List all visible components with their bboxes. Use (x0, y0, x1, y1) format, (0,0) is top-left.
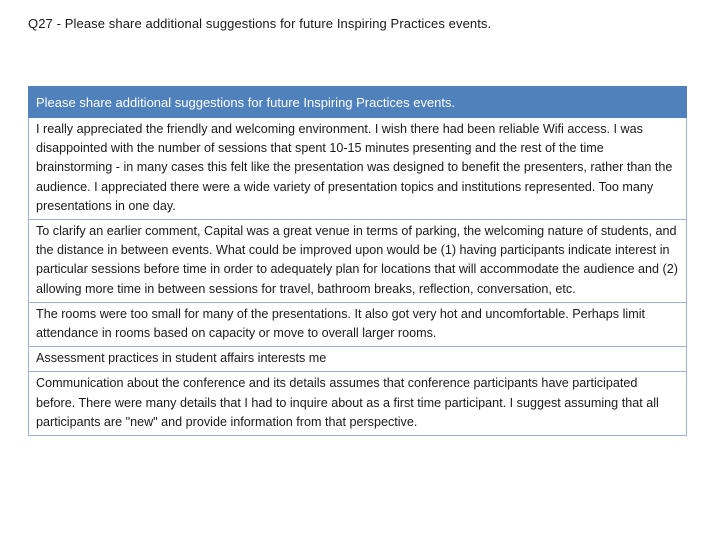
response-cell: Assessment practices in student affairs interests me (29, 347, 687, 372)
table-row (29, 220, 687, 303)
responses-table (28, 86, 687, 436)
table-header-row (29, 87, 687, 118)
table-row (29, 372, 687, 436)
response-cell: Communication about the conference and its details assumes that conference participants have participated before. There were many details that I had to inquire about as a first time participant. I suggest assuming that all participants are "new" and provide information from that perspective. (29, 372, 687, 436)
table-row (29, 118, 687, 220)
table-header-cell: Please share additional suggestions for future Inspiring Practices events. (29, 87, 687, 118)
response-cell: The rooms were too small for many of the presentations. It also got very hot and uncomfortable. Perhaps limit attendance in rooms based on capacity or move to overall larger rooms. (29, 302, 687, 346)
response-cell: To clarify an earlier comment, Capital was a great venue in terms of parking, the welcoming nature of students, and the distance in between events. What could be improved upon would be (1) having participants indicate interest in particular sessions before time in order to adequately plan for locations that will accommodate the audience and (2) allowing more time in between sessions for travel, bathroom breaks, reflection, conversation, etc. (29, 220, 687, 303)
response-cell: I really appreciated the friendly and welcoming environment. I wish there had been reliable Wifi access. I was disappointed with the number of sessions that spent 10-15 minutes presenting and the rest of the time brainstorming - in many cases this felt like the presentation was designed to benefit the presenters, rather than the audience. I appreciated there were a wide variety of presentation topics and institutions represented. Too many presentations in one day. (29, 118, 687, 220)
table-row (29, 302, 687, 346)
table-row (29, 347, 687, 372)
page-title: Q27 - Please share additional suggestions for future Inspiring Practices events. (28, 16, 492, 31)
